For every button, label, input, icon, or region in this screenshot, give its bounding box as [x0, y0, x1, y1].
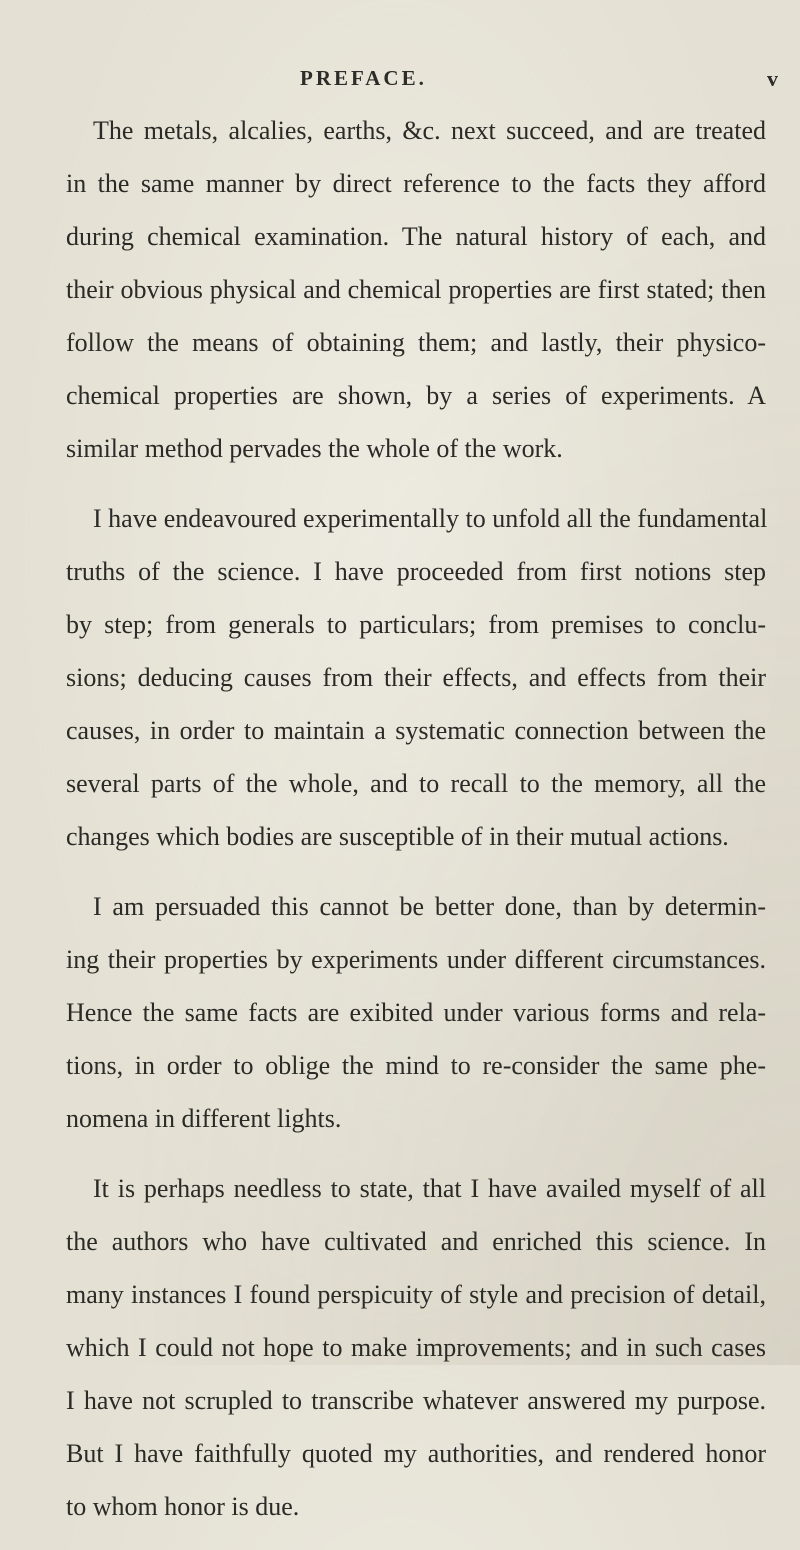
text-line: follow the means of obtaining them; and lastly, their physico-	[66, 328, 766, 357]
text-line: tions, in order to oblige the mind to re-consider the same phe-	[66, 1051, 766, 1080]
text-line: changes which bodies are susceptible of in their mutual actions.	[66, 822, 729, 851]
text-line: several parts of the whole, and to recall to the memory, all the	[66, 769, 766, 798]
text-line: by step; from generals to particulars; from premises to conclu-	[66, 610, 766, 639]
text-line: truths of the science. I have proceeded from first notions step	[66, 557, 766, 586]
paragraph-persuaded	[66, 880, 766, 1145]
text-line: It is perhaps needless to state, that I have availed myself of all	[93, 1174, 766, 1203]
text-line: causes, in order to maintain a systematic connection between the	[66, 716, 766, 745]
paragraph-metals	[66, 104, 766, 475]
text-line: ing their properties by experiments under different circumstances.	[66, 945, 766, 974]
text-line: sions; deducing causes from their effects, and effects from their	[66, 663, 766, 692]
text-line: similar method pervades the whole of the work.	[66, 434, 563, 463]
text-line: to whom honor is due.	[66, 1492, 300, 1521]
text-line: many instances I found perspicuity of style and precision of detail,	[66, 1280, 766, 1309]
text-line: their obvious physical and chemical properties are first stated; then	[66, 275, 766, 304]
body-text	[66, 104, 766, 1550]
text-line: in the same manner by direct reference to the facts they afford	[66, 169, 766, 198]
text-line: Hence the same facts are exibited under various forms and rela-	[66, 998, 766, 1027]
page-number: v	[767, 66, 778, 91]
text-line: I have endeavoured experimentally to unfold all the fundamental	[93, 504, 768, 533]
text-line: The metals, alcalies, earths, &c. next succeed, and are treated	[93, 116, 766, 145]
running-title: PREFACE.	[300, 66, 427, 90]
text-line: nomena in different lights.	[66, 1104, 342, 1133]
text-line: I am persuaded this cannot be better done, than by determin-	[93, 892, 766, 921]
text-line: which I could not hope to make improvements; and in such cases	[66, 1333, 766, 1362]
text-line: during chemical examination. The natural history of each, and	[66, 222, 766, 251]
text-line: I have not scrupled to transcribe whatever answered my purpose.	[66, 1386, 766, 1415]
paragraph-method	[66, 492, 766, 863]
text-line: chemical properties are shown, by a series of experiments. A	[66, 381, 766, 410]
running-head	[0, 62, 800, 92]
paragraph-authors	[66, 1162, 766, 1533]
text-line: But I have faithfully quoted my authorities, and rendered honor	[66, 1439, 766, 1468]
text-line: the authors who have cultivated and enriched this science. In	[66, 1227, 766, 1256]
